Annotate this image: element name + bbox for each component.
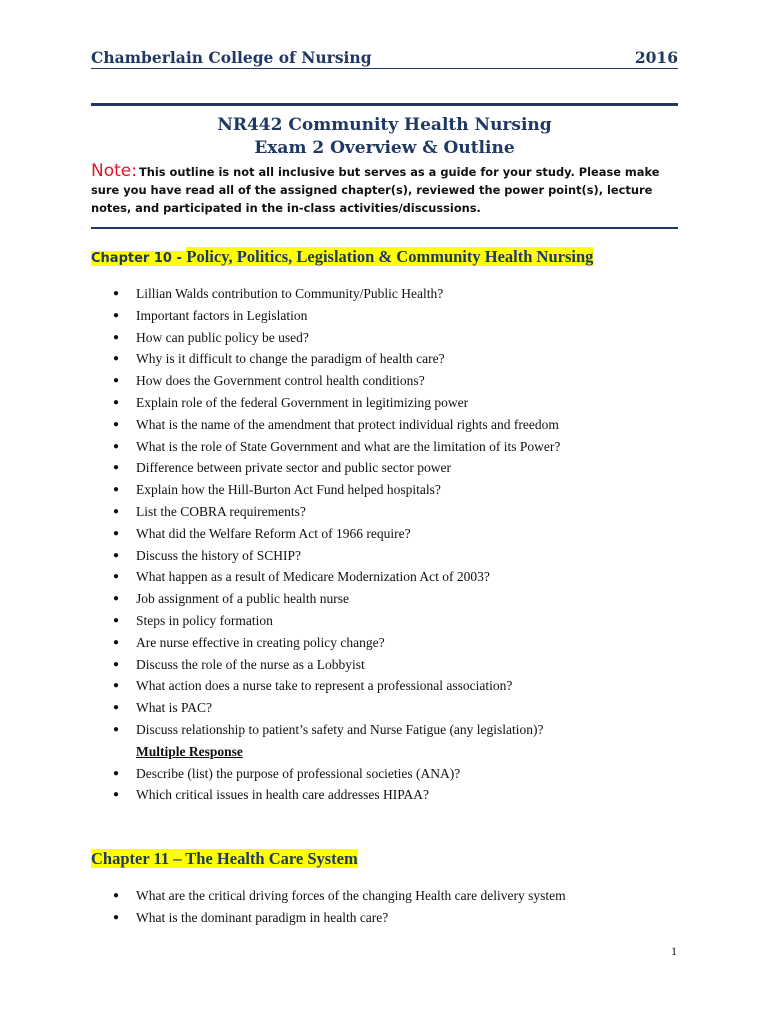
header-year: 2016	[634, 48, 678, 67]
list-item	[91, 907, 691, 929]
list-item	[91, 436, 691, 458]
bullet-icon: ●	[113, 440, 120, 452]
bullet-icon: ●	[113, 723, 120, 735]
chapter-10-heading	[91, 247, 593, 267]
list-item	[91, 885, 691, 907]
chapter-10-list	[91, 283, 691, 806]
bullet-icon: ●	[113, 462, 120, 474]
list-item	[91, 545, 691, 567]
list-item-text: Lillian Walds contribution to Community/Public Health?	[136, 286, 444, 301]
list-item-text: List the COBRA requirements?	[136, 503, 306, 519]
note-divider	[91, 227, 678, 229]
list-item-text: Explain role of the federal Government in legitimizing power	[136, 394, 469, 410]
list-item-text: Important factors in Legislation	[136, 307, 308, 323]
bullet-icon: ●	[113, 353, 120, 365]
list-item	[91, 763, 691, 785]
multiple-response-subheading: Multiple Response	[136, 743, 243, 759]
list-item-text: Steps in policy formation	[136, 612, 273, 628]
bullet-icon: ●	[113, 911, 120, 923]
bullet-icon: ●	[113, 288, 120, 299]
bullet-icon: ●	[113, 890, 120, 901]
list-item-text: Explain how the Hill-Burton Act Fund helped hospitals?	[136, 482, 441, 498]
list-item	[91, 719, 691, 741]
list-item	[91, 632, 691, 654]
bullet-icon: ●	[113, 505, 120, 517]
header-divider	[91, 103, 678, 106]
bullet-icon: ●	[113, 331, 120, 343]
list-item	[91, 654, 691, 676]
list-item-text: What action does a nurse take to represent a professional association?	[136, 678, 513, 694]
bullet-icon: ●	[113, 396, 120, 408]
chapter-11-heading	[91, 849, 358, 869]
list-item-text: Difference between private sector and public sector power	[136, 460, 451, 476]
list-item	[91, 588, 691, 610]
list-item-text: What did the Welfare Reform Act of 1966 require?	[136, 525, 411, 541]
college-name: Chamberlain College of Nursing	[91, 48, 372, 67]
list-item	[91, 327, 691, 349]
list-item-text: What are the critical driving forces of the changing Health care delivery system	[136, 888, 566, 903]
bullet-icon: ●	[113, 767, 120, 779]
bullet-icon: ●	[113, 309, 120, 321]
list-item	[91, 370, 691, 392]
list-item-text: Why is it difficult to change the paradigm of health care?	[136, 351, 445, 367]
chapter-11-list	[91, 885, 691, 929]
chapter-10-title: Policy, Politics, Legislation & Community Health Nursing	[186, 247, 594, 266]
bullet-icon: ●	[113, 549, 120, 561]
list-item	[91, 566, 691, 588]
list-item-text: Are nurse effective in creating policy change?	[136, 634, 385, 650]
page-header	[91, 48, 678, 69]
list-item-text: Discuss relationship to patient’s safety and Nurse Fatigue (any legislation)?	[136, 721, 544, 737]
page-number: 1	[671, 944, 677, 958]
bullet-icon: ●	[113, 593, 120, 605]
bullet-icon: ●	[113, 702, 120, 714]
list-item	[91, 784, 691, 806]
list-item-text: What is the dominant paradigm in health care?	[136, 909, 389, 925]
list-item	[91, 348, 691, 370]
list-item	[91, 457, 691, 479]
list-item	[91, 305, 691, 327]
list-item	[91, 392, 691, 414]
list-item-text: Which critical issues in health care addresses HIPAA?	[136, 787, 430, 803]
note-text: This outline is not all inclusive but serves as a guide for your study. Please make sure you have read all of the assigned chapter(s), reviewed the power point(s), lecture notes, and participated in the in-class activities/discussions.	[91, 165, 660, 215]
list-item	[91, 523, 691, 545]
list-item	[91, 697, 691, 719]
bullet-icon: ●	[113, 789, 120, 801]
list-item-text: Describe (list) the purpose of professional societies (ANA)?	[136, 765, 461, 781]
document-title: NR442 Community Health Nursing	[217, 115, 552, 135]
list-item-text: What is the role of State Government and what are the limitation of its Power?	[136, 438, 561, 454]
chapter-10-prefix: Chapter 10 -	[91, 251, 187, 266]
note-label: Note:	[91, 161, 137, 181]
list-item-text: What is PAC?	[136, 700, 213, 716]
list-item	[91, 283, 691, 305]
bullet-icon: ●	[113, 614, 120, 626]
list-item	[91, 479, 691, 501]
list-item	[91, 675, 691, 697]
bullet-icon: ●	[113, 658, 120, 670]
list-item-text: How can public policy be used?	[136, 329, 309, 345]
bullet-icon: ●	[113, 527, 120, 539]
list-item-text: Discuss the role of the nurse as a Lobbyist	[136, 656, 365, 672]
bullet-icon: ●	[113, 375, 120, 387]
chapter-11-title: Chapter 11 – The Health Care System	[91, 849, 358, 868]
bullet-icon: ●	[113, 484, 120, 496]
bullet-icon: ●	[113, 680, 120, 692]
list-item-text: What happen as a result of Medicare Modernization Act of 2003?	[136, 569, 490, 585]
list-item-text: How does the Government control health conditions?	[136, 373, 425, 389]
list-item-text: Discuss the history of SCHIP?	[136, 547, 301, 563]
list-item-text: Job assignment of a public health nurse	[136, 591, 349, 607]
list-item	[91, 414, 691, 436]
bullet-icon: ●	[113, 571, 120, 583]
study-note	[91, 162, 681, 217]
bullet-icon: ●	[113, 636, 120, 648]
list-item	[91, 610, 691, 632]
bullet-icon: ●	[113, 418, 120, 430]
list-item-text: What is the name of the amendment that protect individual rights and freedom	[136, 416, 559, 432]
document-subtitle: Exam 2 Overview & Outline	[254, 138, 515, 158]
list-item	[91, 501, 691, 523]
